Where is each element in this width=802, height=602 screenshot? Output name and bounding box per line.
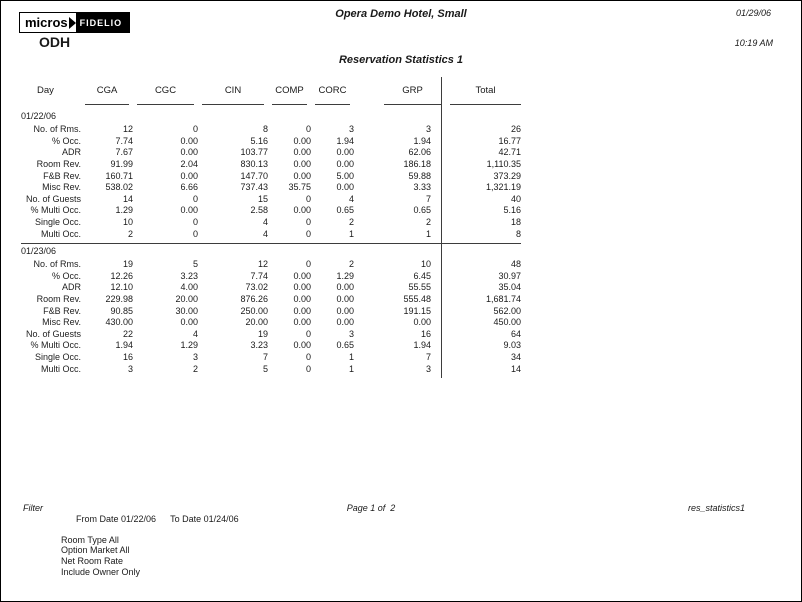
table-cell: 19 (257, 328, 268, 339)
table-cell: 0.65 (336, 340, 354, 351)
row-label: Misc Rev. (42, 317, 81, 328)
table-cell: 16 (420, 328, 431, 339)
row-label: Multi Occ. (40, 228, 81, 239)
table-row (21, 124, 521, 136)
column-header-comp: COMP (272, 83, 307, 105)
table-row (21, 340, 521, 352)
day-column-header: Day (37, 85, 54, 96)
table-cell: 250.00 (240, 305, 268, 316)
table-cell: 0.65 (413, 205, 431, 216)
table-cell: 4.00 (180, 282, 198, 293)
row-label: ADR (61, 147, 81, 158)
table-row (21, 217, 521, 229)
table-cell: 7.74 (115, 135, 133, 146)
table-cell: 5.16 (503, 205, 521, 216)
table-cell: 40 (510, 193, 521, 204)
table-cell: 1 (348, 363, 354, 374)
table-cell: 7 (425, 193, 431, 204)
row-label: % Occ. (51, 135, 81, 146)
table-cell: 0 (192, 228, 198, 239)
table-cell: 1.94 (336, 135, 354, 146)
filter-line: Room Type All (61, 534, 119, 545)
column-header-cga: CGA (85, 83, 129, 105)
section-date: 01/22/06 (21, 111, 57, 121)
row-label: % Occ. (51, 270, 81, 281)
table-cell: 450.00 (493, 317, 521, 328)
filter-line: Option Market All (61, 545, 130, 556)
filter-to-date: To Date 01/24/06 (170, 513, 239, 524)
table-cell: 0.00 (336, 182, 354, 193)
table-cell: 5 (262, 363, 268, 374)
table-row (21, 170, 521, 182)
table-cell: 737.43 (240, 182, 268, 193)
row-label: % Multi Occ. (30, 205, 81, 216)
table-cell: 186.18 (403, 159, 431, 170)
column-header-cgc: CGC (137, 83, 194, 105)
table-row (21, 136, 521, 148)
table-cell: 1,110.35 (486, 159, 521, 170)
table-row (21, 294, 521, 306)
table-cell: 0.00 (180, 135, 198, 146)
table-cell: 3.33 (413, 182, 431, 193)
table-cell: 7 (262, 351, 268, 362)
logo-fidelio-text: FIDELIO (76, 13, 130, 32)
table-cell: 3 (127, 363, 133, 374)
report-title: Reservation Statistics 1 (338, 54, 464, 66)
table-cell: 0.00 (293, 270, 311, 281)
table-row (21, 194, 521, 206)
table-row (21, 363, 521, 375)
table-cell: 3 (425, 124, 431, 135)
table-row (21, 317, 521, 329)
table-cell: 30.00 (175, 305, 198, 316)
table-cell: 2 (127, 228, 133, 239)
table-cell: 9.03 (503, 340, 521, 351)
report-time: 10:19 AM (734, 38, 773, 48)
table-cell: 1 (425, 228, 431, 239)
logo-micros-text: micros (20, 13, 69, 32)
section-separator-line (21, 243, 521, 244)
table-cell: 0.00 (293, 135, 311, 146)
table-cell: 430.00 (105, 317, 133, 328)
table-cell: 0 (305, 124, 311, 135)
column-header-grp: GRP (384, 83, 441, 105)
row-label: % Multi Occ. (30, 340, 81, 351)
row-label: Room Rev. (36, 159, 81, 170)
table-row (21, 147, 521, 159)
table-cell: 73.02 (245, 282, 268, 293)
table-row (21, 305, 521, 317)
table-cell: 0 (305, 217, 311, 228)
table-cell: 0.00 (293, 305, 311, 316)
table-cell: 26 (510, 124, 521, 135)
table-cell: 12 (122, 124, 133, 135)
table-cell: 48 (510, 259, 521, 270)
table-cell: 14 (510, 363, 521, 374)
report-id: res_statistics1 (687, 503, 745, 513)
table-row (21, 205, 521, 217)
row-label: No. of Guests (25, 328, 81, 339)
day-section (21, 246, 521, 375)
table-cell: 4 (192, 328, 198, 339)
table-cell: 18 (510, 217, 521, 228)
table-cell: 0 (305, 259, 311, 270)
filter-label: Filter (23, 503, 43, 513)
table-cell: 91.99 (110, 159, 133, 170)
table-cell: 0.00 (293, 170, 311, 181)
table-cell: 0.00 (293, 317, 311, 328)
table-cell: 0.00 (293, 282, 311, 293)
table-cell: 0.65 (336, 205, 354, 216)
table-cell: 14 (122, 193, 133, 204)
table-cell: 20.00 (175, 294, 198, 305)
table-cell: 103.77 (240, 147, 268, 158)
table-cell: 0.00 (180, 317, 198, 328)
table-cell: 10 (122, 217, 133, 228)
table-cell: 4 (262, 217, 268, 228)
table-row (21, 352, 521, 364)
table-cell: 0.00 (180, 147, 198, 158)
table-cell: 0 (305, 193, 311, 204)
table-cell: 4 (262, 228, 268, 239)
table-cell: 19 (122, 259, 133, 270)
table-cell: 2 (348, 217, 354, 228)
column-header-corc: CORC (315, 83, 350, 105)
table-cell: 2 (192, 363, 198, 374)
table-cell: 0.00 (413, 317, 431, 328)
table-cell: 16.77 (498, 135, 521, 146)
column-header-total: Total (450, 83, 521, 105)
table-cell: 2.58 (250, 205, 268, 216)
table-cell: 2.04 (180, 159, 198, 170)
table-cell: 12.10 (110, 282, 133, 293)
row-label: No. of Rms. (33, 124, 81, 135)
table-cell: 1.94 (115, 340, 133, 351)
table-cell: 6.66 (180, 182, 198, 193)
row-label: No. of Guests (25, 193, 81, 204)
table-cell: 3.23 (250, 340, 268, 351)
table-cell: 16 (122, 351, 133, 362)
page-number: Page 1 of 2 (346, 503, 396, 513)
table-cell: 7.74 (250, 270, 268, 281)
row-label: No. of Rms. (33, 259, 81, 270)
table-cell: 0.00 (336, 147, 354, 158)
row-label: F&B Rev. (43, 305, 81, 316)
table-cell: 7.67 (115, 147, 133, 158)
table-row (21, 259, 521, 271)
total-column-divider-line (441, 77, 442, 378)
table-cell: 59.88 (408, 170, 431, 181)
table-cell: 6.45 (413, 270, 431, 281)
table-cell: 35.75 (288, 182, 311, 193)
filter-from-date: From Date 01/22/06 (76, 513, 157, 524)
section-date: 01/23/06 (21, 245, 57, 256)
table-cell: 0.00 (293, 159, 311, 170)
table-cell: 22 (122, 328, 133, 339)
table-cell: 0.00 (293, 294, 311, 305)
table-cell: 0.00 (180, 205, 198, 216)
row-label: Single Occ. (34, 351, 81, 362)
table-cell: 0.00 (336, 294, 354, 305)
table-cell: 90.85 (110, 305, 133, 316)
table-cell: 1.94 (413, 135, 431, 146)
table-cell: 229.98 (105, 294, 133, 305)
table-cell: 830.13 (240, 159, 268, 170)
row-label: Misc Rev. (42, 182, 81, 193)
report-date: 01/29/06 (735, 8, 771, 18)
column-header-cin: CIN (202, 83, 264, 105)
table-cell: 64 (510, 328, 521, 339)
table-cell: 0.00 (336, 305, 354, 316)
table-cell: 0 (192, 193, 198, 204)
table-cell: 555.48 (403, 294, 431, 305)
property-code: ODH (39, 34, 71, 50)
table-cell: 55.55 (408, 282, 431, 293)
row-label: Room Rev. (36, 294, 81, 305)
hotel-name-title: Opera Demo Hotel, Small (335, 8, 467, 20)
table-cell: 1,321.19 (485, 182, 521, 193)
table-cell: 0.00 (180, 170, 198, 181)
table-cell: 0.00 (336, 159, 354, 170)
day-section (21, 111, 521, 240)
table-cell: 8 (515, 228, 521, 239)
filter-block (61, 503, 239, 577)
table-cell: 2 (425, 217, 431, 228)
row-label: Multi Occ. (40, 363, 81, 374)
table-cell: 0.00 (336, 317, 354, 328)
table-cell: 15 (257, 193, 268, 204)
table-cell: 0 (305, 328, 311, 339)
table-cell: 3 (425, 363, 431, 374)
table-cell: 12 (257, 259, 268, 270)
table-cell: 1.29 (180, 340, 198, 351)
table-cell: 1 (348, 228, 354, 239)
table-cell: 5.16 (250, 135, 268, 146)
table-cell: 3 (192, 351, 198, 362)
table-cell: 1,681.74 (485, 294, 521, 305)
row-label: ADR (61, 282, 81, 293)
table-cell: 0.00 (293, 340, 311, 351)
table-cell: 12.26 (110, 270, 133, 281)
table-cell: 0 (305, 228, 311, 239)
filter-line: Include Owner Only (61, 566, 141, 577)
table-cell: 0 (192, 124, 198, 135)
table-row (21, 282, 521, 294)
table-cell: 1 (348, 351, 354, 362)
table-cell: 0 (192, 217, 198, 228)
table-cell: 20.00 (245, 317, 268, 328)
table-cell: 35.04 (498, 282, 521, 293)
filter-date-range (61, 503, 239, 535)
table-cell: 10 (420, 259, 431, 270)
table-cell: 160.71 (105, 170, 133, 181)
table-cell: 42.71 (498, 147, 521, 158)
table-cell: 876.26 (240, 294, 268, 305)
table-cell: 1.29 (115, 205, 133, 216)
table-cell: 0 (305, 351, 311, 362)
table-row (21, 182, 521, 194)
table-cell: 0.00 (293, 147, 311, 158)
row-label: Single Occ. (34, 217, 81, 228)
filter-line: Net Room Rate (61, 555, 124, 566)
table-cell: 0 (305, 363, 311, 374)
table-cell: 34 (510, 351, 521, 362)
table-row (21, 228, 521, 240)
table-cell: 3 (348, 124, 354, 135)
table-cell: 538.02 (105, 182, 133, 193)
table-cell: 7 (425, 351, 431, 362)
table-cell: 373.29 (493, 170, 521, 181)
table-cell: 5.00 (336, 170, 354, 181)
table-row (21, 271, 521, 283)
table-row (21, 329, 521, 341)
row-label: F&B Rev. (43, 170, 81, 181)
table-row (21, 159, 521, 171)
table-cell: 3.23 (180, 270, 198, 281)
table-cell: 1.29 (336, 270, 354, 281)
table-cell: 0.00 (293, 205, 311, 216)
table-cell: 5 (192, 259, 198, 270)
table-cell: 4 (348, 193, 354, 204)
table-cell: 1.94 (413, 340, 431, 351)
table-cell: 30.97 (498, 270, 521, 281)
table-cell: 8 (262, 124, 268, 135)
table-cell: 147.70 (240, 170, 268, 181)
table-cell: 0.00 (336, 282, 354, 293)
table-cell: 2 (348, 259, 354, 270)
table-cell: 62.06 (408, 147, 431, 158)
table-cell: 191.15 (403, 305, 431, 316)
table-header-row (21, 83, 521, 105)
table-cell: 3 (348, 328, 354, 339)
table-cell: 562.00 (493, 305, 521, 316)
